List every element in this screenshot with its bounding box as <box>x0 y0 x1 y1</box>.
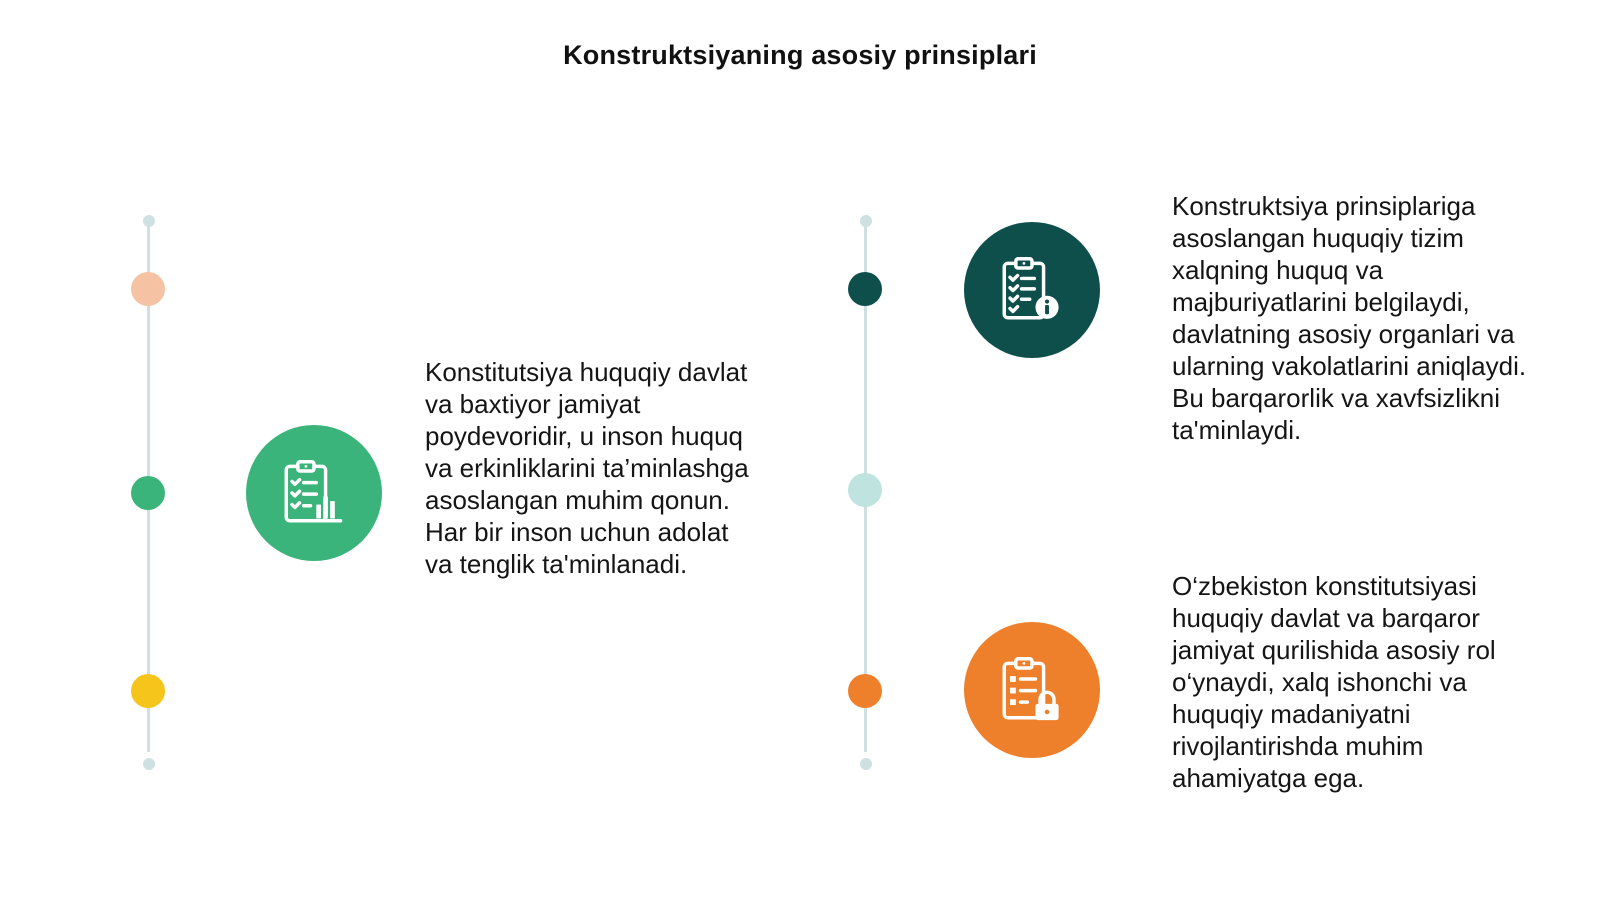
left-timeline-dot-green <box>131 476 165 510</box>
right-timeline-top-cap <box>860 215 872 227</box>
right-timeline-dot-orange <box>848 674 882 708</box>
principle-text-3: O‘zbekiston konstitutsiyasi huquqiy davlat va barqaror jamiyat qurilishida asosiy rol o‘ynaydi, xalq ishonchi va huquqiy madaniyatni rivojlantirishda muhim ahamiyatga ega. <box>1172 571 1496 793</box>
principle-text-2: Konstruktsiya prinsiplariga asoslangan huquqiy tizim xalqning huquq va majburiyatlarini belgilaydi, davlatning asosiy organlari va ularning vakolatlarini aniqlaydi. Bu barqarorlik va xavfsizlikni ta'minlaydi. <box>1172 191 1527 445</box>
right-timeline-dot-light-teal <box>848 473 882 507</box>
badge-green <box>246 425 382 561</box>
page-title: Konstruktsiyaning asosiy prinsiplari <box>563 40 1037 70</box>
clipboard-info-icon <box>995 253 1069 327</box>
left-timeline-dot-yellow <box>131 674 165 708</box>
right-timeline-bottom-cap <box>860 758 872 770</box>
badge-orange <box>964 622 1100 758</box>
left-timeline-top-cap <box>143 215 155 227</box>
right-timeline-dot-dark-teal <box>848 272 882 306</box>
badge-dark-teal <box>964 222 1100 358</box>
left-timeline-dot-peach <box>131 272 165 306</box>
left-timeline-bottom-cap <box>143 758 155 770</box>
clipboard-chart-icon <box>277 456 351 530</box>
principle-text-1: Konstitutsiya huquqiy davlat va baxtiyor jamiyat poydevoridir, u inson huquq va erkinliklarini ta’minlashga asoslangan muhim qonun. Har bir inson uchun adolat va tenglik ta'minlanadi. <box>425 357 749 579</box>
clipboard-lock-icon <box>995 653 1069 727</box>
